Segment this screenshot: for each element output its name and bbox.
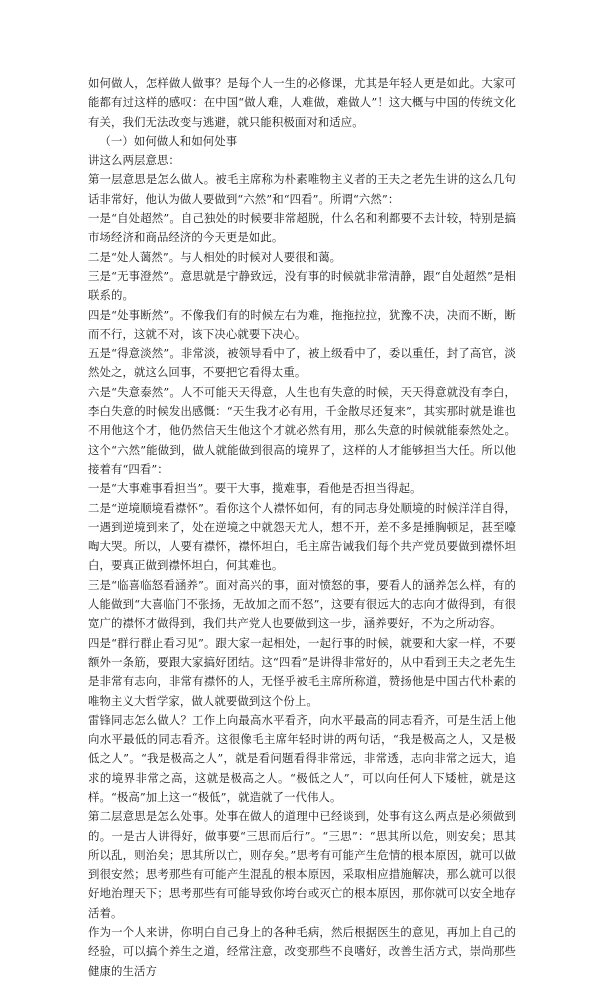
paragraph-liuran-6: 六是“失意泰然”。人不可能天天得意，人生也有失意的时候，天天得意就没有李白，李白失意的时候发出感慨：“天生我才必有用，千金散尽还复来”，其实那时就是谁也不用他这个才，他仍然信天生他这个才就必然有用，那么失意的时候就能泰然处之。这个“六然”能做到，做人就能做到很高的境界了，这样的人才能够担当大任。所以他接着有“四看”： — [88, 384, 516, 476]
intro-paragraph: 如何做人，怎样做人做事？是每个人一生的必修课，尤其是年轻人更是如此。大家可能都有过这样的感叹：在中国“做人难，人难做，难做人”！这大概与中国的传统文化有关，我们无法改变与逃避，就只能积极面对和适应。 — [88, 76, 516, 129]
paragraph-health: 作为一个人来讲，你明白自己身上的各种毛病，然后根据医生的意见，再加上自己的经验，可以搞个养生之道，经常注意，改变那些不良嗜好，改善生活方式，崇尚那些健康的生活方 — [88, 925, 516, 978]
paragraph-sikan-3: 三是“临喜临怒看涵养”。面对高兴的事，面对愤怒的事，要看人的涵养怎么样，有的人能做到“大喜临门不张扬，无故加之而不怒”，这要有很远大的志向才做得到，有很宽广的襟怀才做得到，我们共产党人也要做到这一步，涵养要好，不为之所动容。 — [88, 577, 516, 631]
paragraph-first-meaning: 第一层意思是怎么做人。被毛主席称为朴素唯物主义者的王夫之老先生讲的这么几句话非常好，他认为做人要做到“六然”和“四看”。所谓“六然”： — [88, 172, 516, 206]
paragraph-liuran-1: 一是“自处超然”。自己独处的时候要非常超脱，什么名和利都要不去计较，特别是搞市场经济和商品经济的今天更是如此。 — [88, 211, 516, 245]
section-heading: （一）如何做人和如何处事 — [99, 133, 238, 148]
paragraph-liuran-5: 五是“得意淡然”。非常淡，被领导看中了，被上级看中了，委以重任，封了高官，淡然处之，就这么回事，不要把它看得太重。 — [88, 346, 516, 380]
paragraph-second-meaning: 第二层意思是怎么处事。处事在做人的道理中已经谈到，处事有这么两点是必须做到的。一是古人讲得好，做事要“三思而后行”。“三思”：“思其所以危，则安矣；思其所以乱，则治矣；思其所以亡，则存矣。”思考有可能产生危情的根本原因，就可以做到很安然；思考那些有可能产生混乱的根本原因，采取相应措施解决，那么就可以很好地治理天下；思考那些有可能导致你垮台或灭亡的根本原因，那你就可以安全地存活着。 — [88, 809, 516, 920]
paragraph-sikan-4: 四是“群行群止看习见”。跟大家一起相处，一起行事的时候，就要和大家一样，不要额外一条筋，要跟大家搞好团结。这“四看”是讲得非常好的，从中看到王夫之老先生是非常有志向，非常有襟怀的人，无怪乎被毛主席所称道，赞扬他是中国古代朴素的唯物主义大哲学家，做人就要做到这个份上。 — [88, 635, 516, 708]
document-body — [88, 74, 516, 981]
paragraph-liuran-2: 二是“处人蔼然”。与人相处的时候对人要很和蔼。 — [88, 249, 342, 264]
paragraph-liuran-3: 三是“无事澄然”。意思就是宁静致远，没有事的时候就非常清静，跟“自处超然”是相联系的。 — [88, 268, 516, 303]
paragraph-liuran-4: 四是“处事断然”。不像我们有的时候左右为难，拖拖拉拉，犹豫不决，决而不断，断而不行，这就不对，该下决心就要下决心。 — [88, 307, 516, 341]
paragraph-two-meanings: 讲这么两层意思： — [88, 153, 180, 168]
paragraph-leifeng: 雷锋同志怎么做人？工作上向最高水平看齐，向水平最高的同志看齐，可是生活上他向水平最低的同志看齐。这很像毛主席年轻时讲的两句话，“我是极高之人，又是极低之人”。“我是极高之人”，就是看问题看得非常远，非常透，志向非常之远大，追求的境界非常之高，这就是极高之人。“极低之人”，可以向任何人下矮桩，就是这样。“极高”加上这一“极低”，就造就了一代伟人。 — [88, 712, 516, 804]
paragraph-sikan-2: 二是“逆境顺境看襟怀”。看你这个人襟怀如何，有的同志身处顺境的时候洋洋自得，一遇到逆境到来了，处在逆境之中就怨天尤人，想不开，差不多是捶胸顿足，甚至嚎啕大哭。所以，人要有襟怀，襟怀坦白，毛主席告诫我们每个共产党员要做到襟怀坦白，要真正做到襟怀坦白，何其难也。 — [88, 500, 516, 573]
paragraph-sikan-1: 一是“大事难事看担当”。要干大事，揽难事，看他是否担当得起。 — [88, 481, 422, 496]
